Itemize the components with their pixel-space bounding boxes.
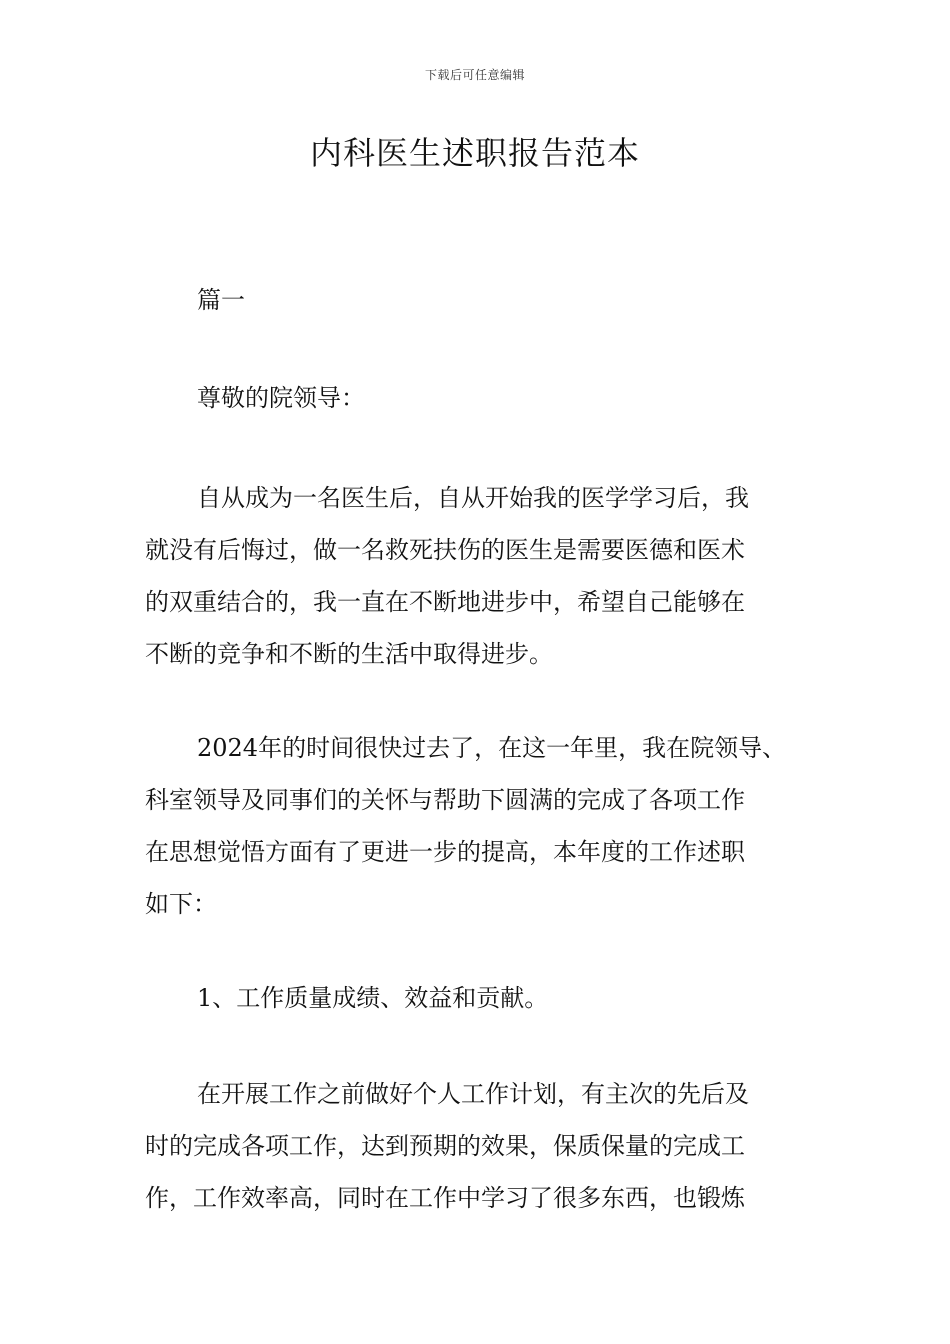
section-label: 篇一	[197, 286, 245, 314]
salutation: 尊敬的院领导：	[197, 384, 365, 412]
paragraph-3	[145, 972, 835, 1024]
paragraph-line: 自从成为一名医生后，自从开始我的医学学习后，我	[197, 484, 749, 512]
paragraph-line: 在思想觉悟方面有了更进一步的提高，本年度的工作述职	[145, 838, 745, 866]
paragraph-line: 时的完成各项工作，达到预期的效果，保质保量的完成工	[145, 1132, 745, 1160]
header-note: 下载后可任意编辑	[424, 68, 525, 82]
paragraph-line: 不断的竞争和不断的生活中取得进步。	[145, 640, 553, 668]
paragraph-line: 科室领导及同事们的关怀与帮助下圆满的完成了各项工作	[145, 786, 745, 814]
paragraph-line: 在开展工作之前做好个人工作计划，有主次的先后及	[197, 1080, 749, 1108]
paragraph-line: 作，工作效率高，同时在工作中学习了很多东西，也锻炼	[145, 1184, 745, 1212]
paragraph-1	[145, 472, 835, 680]
paragraph-line: 的双重结合的，我一直在不断地进步中，希望自己能够在	[145, 588, 745, 616]
paragraph-4	[145, 1068, 835, 1224]
paragraph-line: 就没有后悔过，做一名救死扶伤的医生是需要医德和医术	[145, 536, 745, 564]
paragraph-line: 1、工作质量成绩、效益和贡献。	[197, 984, 549, 1012]
paragraph-line: 如下：	[145, 890, 217, 918]
paragraph-line: 2024年的时间很快过去了，在这一年里，我在院领导、	[197, 734, 787, 762]
document-title: 内科医生述职报告范本	[309, 134, 640, 172]
paragraph-2	[145, 722, 835, 930]
